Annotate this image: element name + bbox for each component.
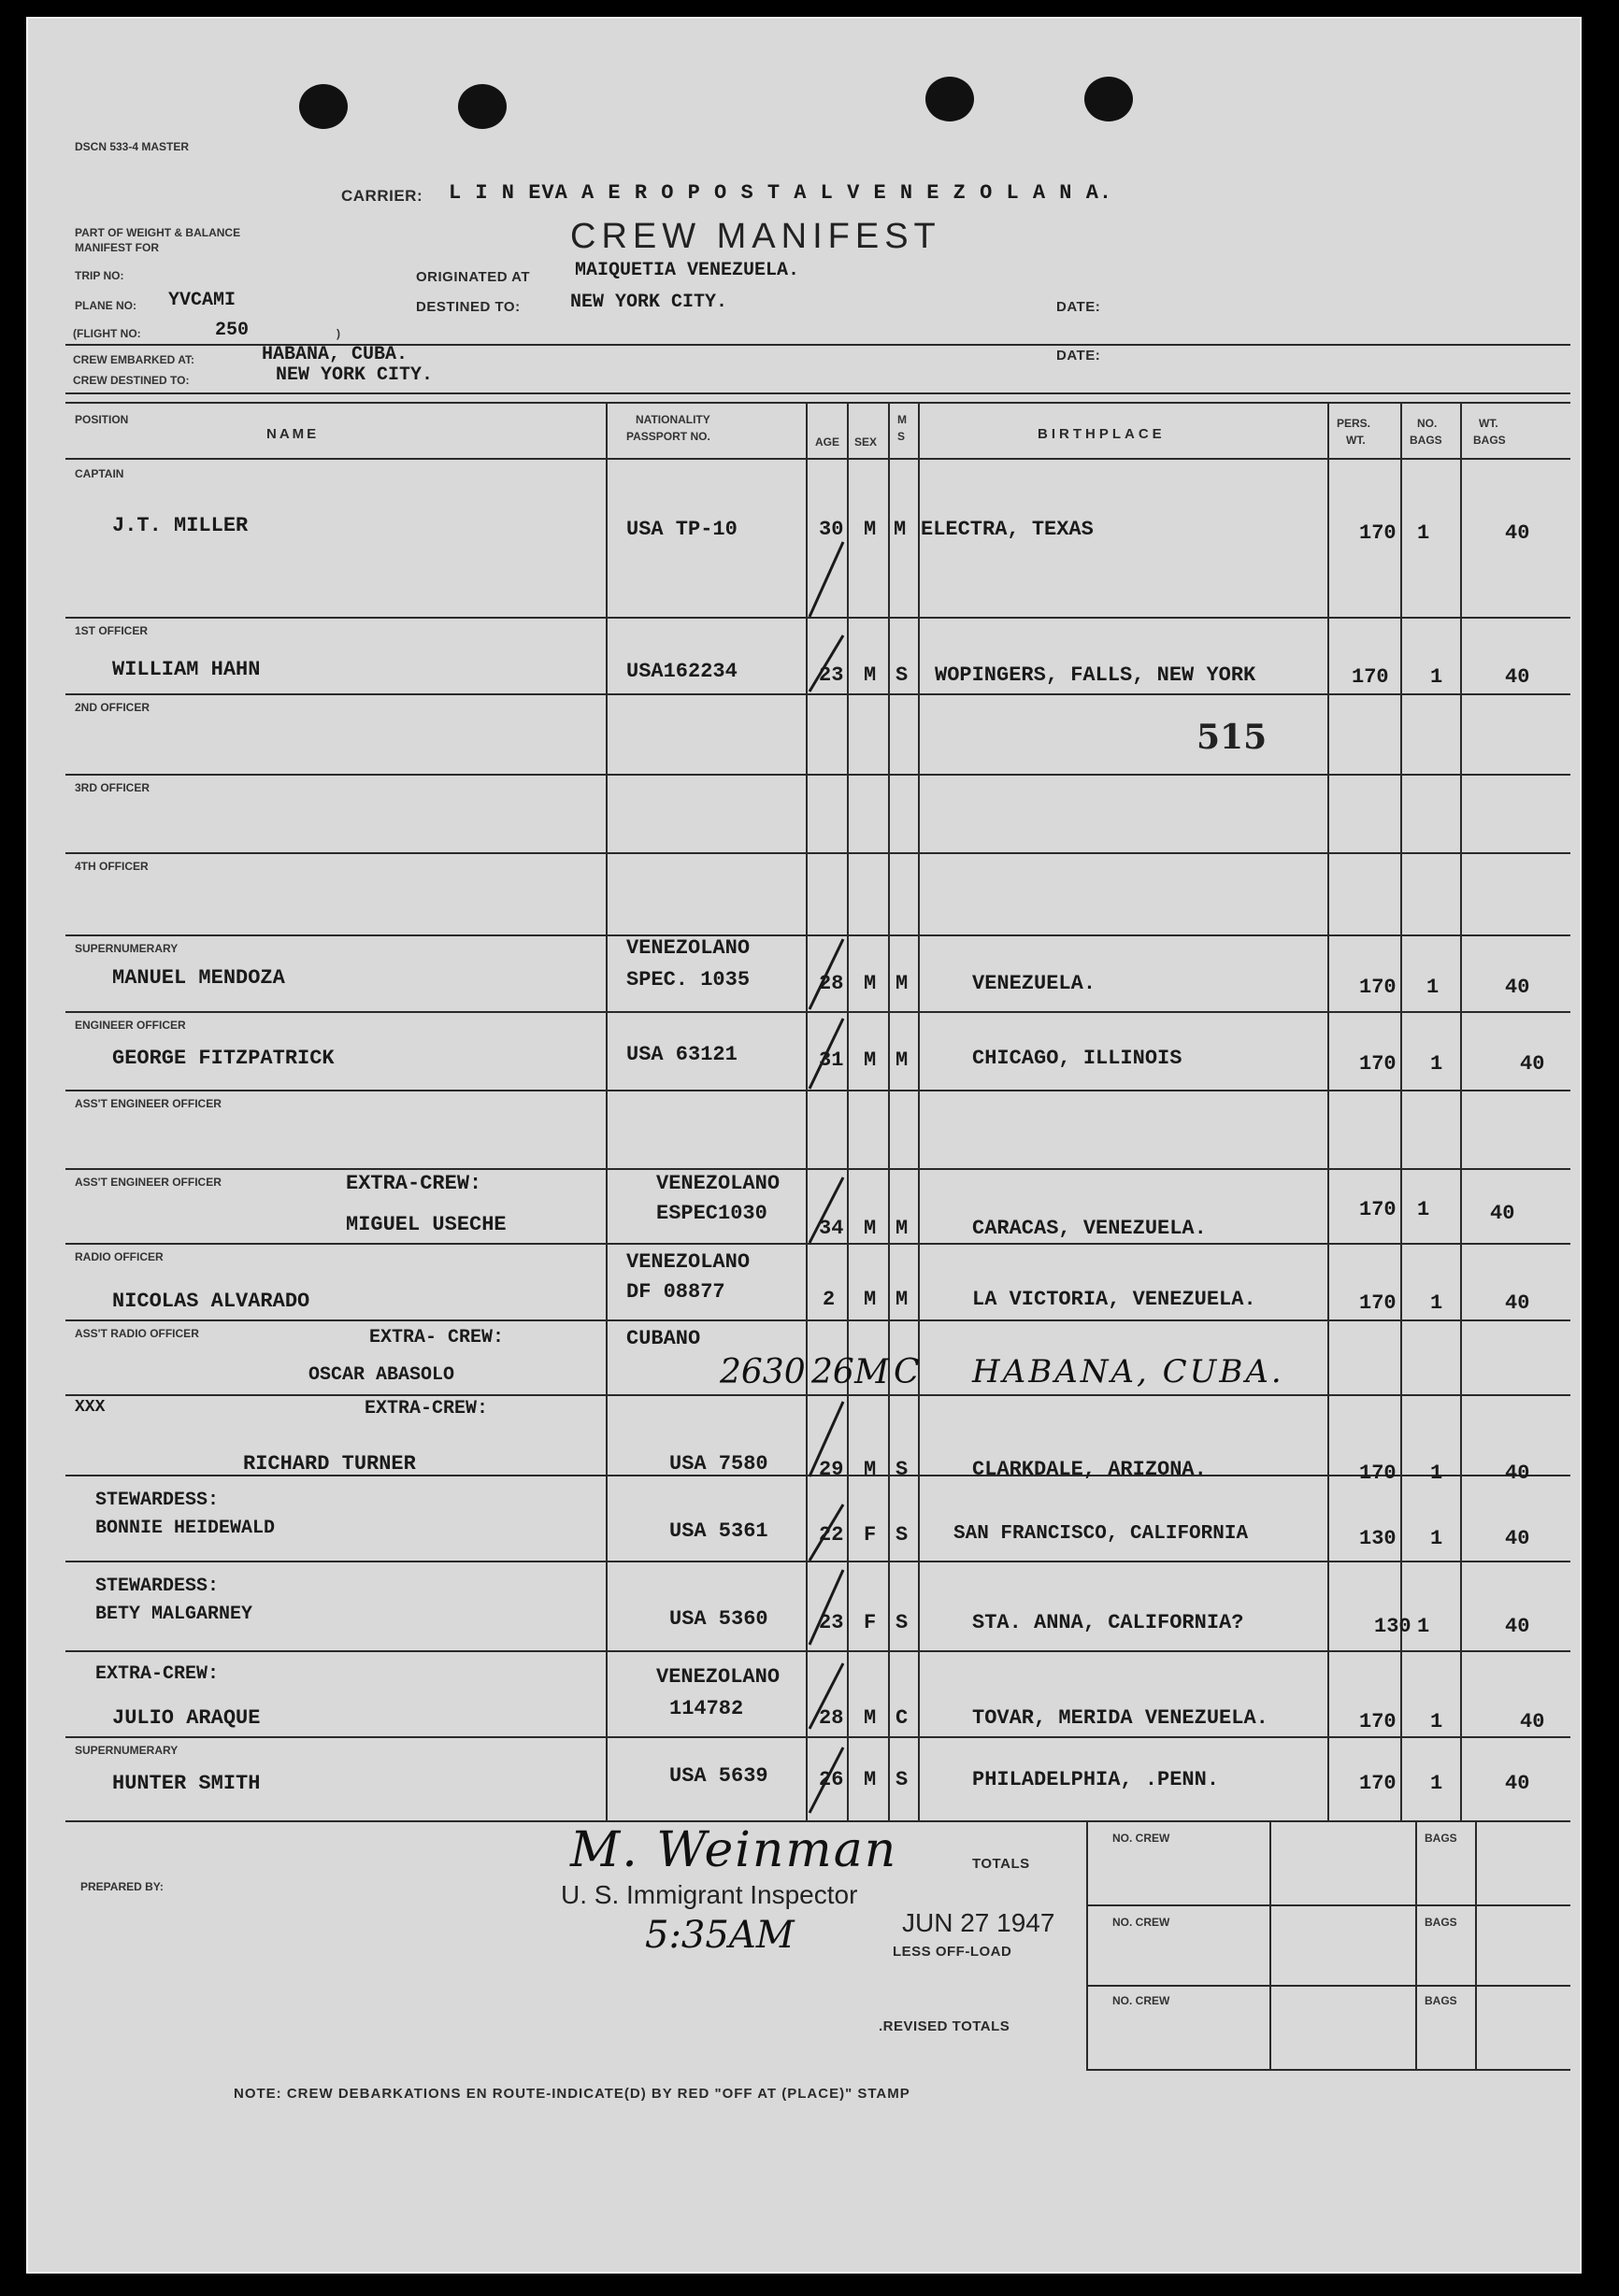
row-no-bags: 1 xyxy=(1417,1198,1430,1221)
row-position: 4TH OFFICER xyxy=(75,860,149,873)
row-pers-wt: 170 xyxy=(1359,1710,1397,1733)
row-sex: M xyxy=(864,518,877,541)
row-passport: USA TP-10 xyxy=(626,518,738,541)
row-wt-bags: 40 xyxy=(1505,521,1530,545)
row-passport: VENEZOLANO xyxy=(656,1172,781,1195)
row-sex: M xyxy=(864,972,877,995)
row-no-bags: 1 xyxy=(1430,1291,1443,1315)
punch-hole xyxy=(1084,77,1133,121)
row-name: HUNTER SMITH xyxy=(112,1772,261,1795)
col-position: POSITION xyxy=(75,413,129,426)
row-name: J.T. MILLER xyxy=(112,514,249,537)
row-wt-bags: 40 xyxy=(1505,1462,1530,1485)
date-label-2: DATE: xyxy=(1056,348,1101,364)
row-birthplace: ELECTRA, TEXAS xyxy=(921,518,1094,541)
row-no-bags: 1 xyxy=(1426,976,1440,999)
col-pers-wt-1: PERS. xyxy=(1337,417,1371,430)
row-position: ASS'T ENGINEER OFFICER xyxy=(75,1176,222,1189)
row-birthplace: TOVAR, MERIDA VENEZUELA. xyxy=(972,1706,1268,1730)
row-sex: M xyxy=(854,1353,889,1391)
row-passport-2: ESPEC1030 xyxy=(656,1202,767,1225)
row-sex: M xyxy=(864,1217,877,1240)
row-passport: USA162234 xyxy=(626,660,738,683)
row-age: 30 xyxy=(819,518,844,541)
col-wt-bags-1: WT. xyxy=(1479,417,1498,430)
row-age: 31 xyxy=(819,1048,844,1072)
row-age: 34 xyxy=(819,1217,844,1240)
punch-hole xyxy=(925,77,974,121)
row-position: STEWARDESS: xyxy=(95,1576,220,1597)
flight-no-close: ) xyxy=(337,327,340,340)
row-pers-wt: 170 xyxy=(1352,665,1389,689)
bags-label-3: BAGS xyxy=(1425,1994,1457,2007)
crew-embarked-label: CREW EMBARKED AT: xyxy=(73,353,194,366)
col-name: NAME xyxy=(266,426,320,442)
row-age: 22 xyxy=(819,1523,844,1547)
row-wt-bags: 40 xyxy=(1520,1052,1545,1076)
row-age: 2 xyxy=(823,1288,836,1311)
inspector-title: U. S. Immigrant Inspector xyxy=(561,1880,858,1909)
row-age: 23 xyxy=(819,1611,844,1634)
row-position: EXTRA-CREW: xyxy=(95,1663,220,1685)
row-wt-bags: 40 xyxy=(1505,665,1530,689)
stamp-number: 515 xyxy=(1196,718,1268,757)
row-passport: VENEZOLANO xyxy=(626,1250,751,1274)
row-position: RADIO OFFICER xyxy=(75,1250,164,1263)
row-age: 28 xyxy=(819,1706,844,1730)
row-name: GEORGE FITZPATRICK xyxy=(112,1047,335,1070)
row-birthplace: SAN FRANCISCO, CALIFORNIA xyxy=(953,1523,1249,1545)
row-birthplace: VENEZUELA. xyxy=(972,972,1096,995)
plane-no-label: PLANE NO: xyxy=(75,299,136,312)
row-position: XXX xyxy=(75,1398,106,1417)
carrier-label: CARRIER: xyxy=(341,187,423,205)
row-ms: S xyxy=(895,1523,909,1547)
col-ms-1: M xyxy=(897,413,907,426)
row-passport: USA 63121 xyxy=(626,1043,738,1066)
row-name: NICOLAS ALVARADO xyxy=(112,1290,310,1313)
row-passport-2: SPEC. 1035 xyxy=(626,968,751,991)
inspector-signature: M. Weinman xyxy=(570,1822,898,1878)
row-pers-wt: 170 xyxy=(1359,521,1397,545)
row-passport: USA 5361 xyxy=(669,1519,768,1543)
row-pers-wt: 170 xyxy=(1359,1198,1397,1221)
row-ms: M xyxy=(895,972,909,995)
row-age: 26 xyxy=(811,1353,854,1391)
row-passport: USA 5360 xyxy=(669,1607,768,1631)
trip-no-label: TRIP NO: xyxy=(75,269,124,282)
row-no-bags: 1 xyxy=(1417,521,1430,545)
row-age: 26 xyxy=(819,1768,844,1791)
col-pers-wt-2: WT. xyxy=(1346,434,1366,447)
manifest-for-label: MANIFEST FOR xyxy=(75,241,159,254)
row-pers-wt: 170 xyxy=(1359,976,1397,999)
age-strike-marks xyxy=(806,458,847,1822)
row-no-bags: 1 xyxy=(1430,665,1443,689)
col-wt-bags-2: BAGS xyxy=(1473,434,1506,447)
row-ms: M xyxy=(895,1217,909,1240)
row-label: EXTRA-CREW: xyxy=(346,1172,482,1195)
col-age: AGE xyxy=(815,435,840,449)
crew-destined-label: CREW DESTINED TO: xyxy=(73,374,190,387)
destined-value: NEW YORK CITY. xyxy=(570,292,728,313)
plane-no-value: YVCAMI xyxy=(168,290,236,311)
flight-no-value: 250 xyxy=(215,320,250,341)
row-sex: M xyxy=(864,1706,877,1730)
row-wt-bags: 40 xyxy=(1505,1291,1530,1315)
row-name: RICHARD TURNER xyxy=(243,1452,416,1476)
row-position: CAPTAIN xyxy=(75,467,124,480)
stamp-time: 5:35AM xyxy=(645,1914,795,1957)
row-no-bags: 1 xyxy=(1430,1527,1443,1550)
row-pers-wt: 130 xyxy=(1359,1527,1397,1550)
row-birthplace: CARACAS, VENEZUELA. xyxy=(972,1217,1207,1240)
row-pers-wt: 130 xyxy=(1374,1615,1411,1638)
part-of-label: PART OF WEIGHT & BALANCE xyxy=(75,226,241,239)
row-position: ASS'T RADIO OFFICER xyxy=(75,1327,199,1340)
row-ms: S xyxy=(895,1458,909,1481)
row-name: MIGUEL USECHE xyxy=(346,1213,507,1236)
less-offload-label: LESS OFF-LOAD xyxy=(893,1944,1012,1960)
row-wt-bags: 40 xyxy=(1490,1202,1515,1225)
row-name: OSCAR ABASOLO xyxy=(308,1364,455,1386)
bags-label: BAGS xyxy=(1425,1832,1457,1845)
row-sex: M xyxy=(864,1288,877,1311)
col-sex: SEX xyxy=(854,435,878,449)
no-crew-label: NO. CREW xyxy=(1112,1832,1170,1845)
row-sex: F xyxy=(864,1523,877,1547)
row-sex: M xyxy=(864,1458,877,1481)
row-birthplace: STA. ANNA, CALIFORNIA? xyxy=(972,1611,1244,1634)
row-wt-bags: 40 xyxy=(1520,1710,1545,1733)
col-no-bags-2: BAGS xyxy=(1410,434,1442,447)
row-position: 1ST OFFICER xyxy=(75,624,149,637)
stamp-date: JUN 27 1947 xyxy=(902,1908,1055,1937)
row-ms: S xyxy=(895,663,909,687)
col-passport: PASSPORT NO. xyxy=(626,430,710,443)
row-position: 3RD OFFICER xyxy=(75,781,150,794)
row-position: SUPERNUMERARY xyxy=(75,942,179,955)
row-ms: M xyxy=(895,1048,909,1072)
page-title: CREW MANIFEST xyxy=(570,217,941,256)
row-birthplace: CHICAGO, ILLINOIS xyxy=(972,1047,1182,1070)
note-text: NOTE: CREW DEBARKATIONS EN ROUTE-INDICATE(D) BY RED "OFF AT (PLACE)" STAMP xyxy=(234,2086,910,2102)
no-crew-label-2: NO. CREW xyxy=(1112,1916,1170,1929)
row-passport: CUBANO xyxy=(626,1327,701,1350)
flight-no-label: (FLIGHT NO: xyxy=(73,327,141,340)
punch-hole xyxy=(299,84,348,129)
row-wt-bags: 40 xyxy=(1505,1615,1530,1638)
row-no-bags: 1 xyxy=(1417,1615,1430,1638)
carrier-name: L I N EVA A E R O P O S T A L V E N E Z O L A N A. xyxy=(449,181,1113,205)
row-ms: S xyxy=(895,1611,909,1634)
row-passport: USA 5639 xyxy=(669,1764,768,1788)
row-ms: M xyxy=(894,518,907,541)
row-sex: M xyxy=(864,1048,877,1072)
col-nationality: NATIONALITY xyxy=(636,413,710,426)
crew-destined-value: NEW YORK CITY. xyxy=(276,364,434,386)
row-no-bags: 1 xyxy=(1430,1710,1443,1733)
row-ms: C xyxy=(894,1353,920,1391)
col-birthplace: BIRTHPLACE xyxy=(1038,426,1166,442)
totals-label: TOTALS xyxy=(972,1856,1030,1872)
row-label: EXTRA-CREW: xyxy=(365,1398,489,1419)
no-crew-label-3: NO. CREW xyxy=(1112,1994,1170,2007)
row-wt-bags: 40 xyxy=(1505,1527,1530,1550)
originated-value: MAIQUETIA VENEZUELA. xyxy=(575,260,800,281)
row-birthplace: WOPINGERS, FALLS, NEW YORK xyxy=(935,663,1256,687)
row-position: ENGINEER OFFICER xyxy=(75,1019,186,1032)
row-age: 29 xyxy=(819,1458,844,1481)
row-pers-wt: 170 xyxy=(1359,1462,1397,1485)
row-wt-bags: 40 xyxy=(1505,976,1530,999)
crew-embarked-value: HABANA, CUBA. xyxy=(262,344,408,365)
bags-label-2: BAGS xyxy=(1425,1916,1457,1929)
row-passport: VENEZOLANO xyxy=(626,936,751,960)
row-pers-wt: 170 xyxy=(1359,1052,1397,1076)
row-position: 2ND OFFICER xyxy=(75,701,150,714)
row-position: STEWARDESS: xyxy=(95,1490,220,1511)
row-position: ASS'T ENGINEER OFFICER xyxy=(75,1097,222,1110)
prepared-by-label: PREPARED BY: xyxy=(80,1880,164,1893)
row-name: BETY MALGARNEY xyxy=(95,1604,253,1625)
manifest-sheet xyxy=(26,17,1582,2274)
row-name: MANUEL MENDOZA xyxy=(112,966,285,990)
row-passport: USA 7580 xyxy=(669,1452,768,1476)
revised-totals-label: .REVISED TOTALS xyxy=(879,2018,1010,2034)
destined-label: DESTINED TO: xyxy=(416,299,521,315)
row-passport: VENEZOLANO xyxy=(656,1665,781,1689)
originated-label: ORIGINATED AT xyxy=(416,269,531,285)
row-birthplace: PHILADELPHIA, .PENN. xyxy=(972,1768,1220,1791)
col-no-bags-1: NO. xyxy=(1417,417,1438,430)
row-sex: M xyxy=(864,663,877,687)
row-age: 23 xyxy=(819,663,844,687)
row-name: BONNIE HEIDEWALD xyxy=(95,1518,276,1539)
row-ms: S xyxy=(895,1768,909,1791)
row-passport-2: DF 08877 xyxy=(626,1280,725,1304)
row-pers-wt: 170 xyxy=(1359,1291,1397,1315)
row-passport-2: 2630 xyxy=(720,1353,806,1391)
row-label: EXTRA- CREW: xyxy=(369,1327,505,1348)
row-no-bags: 1 xyxy=(1430,1052,1443,1076)
row-wt-bags: 40 xyxy=(1505,1772,1530,1795)
col-ms-2: S xyxy=(897,430,906,443)
date-label: DATE: xyxy=(1056,299,1101,315)
form-id: DSCN 533-4 MASTER xyxy=(75,140,190,153)
row-birthplace: LA VICTORIA, VENEZUELA. xyxy=(972,1288,1256,1311)
row-sex: M xyxy=(864,1768,877,1791)
row-pers-wt: 170 xyxy=(1359,1772,1397,1795)
row-name: JULIO ARAQUE xyxy=(112,1706,261,1730)
row-name: WILLIAM HAHN xyxy=(112,658,261,681)
punch-hole xyxy=(458,84,507,129)
row-no-bags: 1 xyxy=(1430,1462,1443,1485)
row-age: 28 xyxy=(819,972,844,995)
row-birthplace: CLARKDALE, ARIZONA. xyxy=(972,1458,1207,1481)
row-position: SUPERNUMERARY xyxy=(75,1744,179,1757)
row-ms: M xyxy=(895,1288,909,1311)
row-birthplace: HABANA, CUBA. xyxy=(972,1353,1284,1390)
row-sex: F xyxy=(864,1611,877,1634)
row-passport-2: 114782 xyxy=(669,1697,744,1720)
row-no-bags: 1 xyxy=(1430,1772,1443,1795)
row-ms: C xyxy=(895,1706,909,1730)
